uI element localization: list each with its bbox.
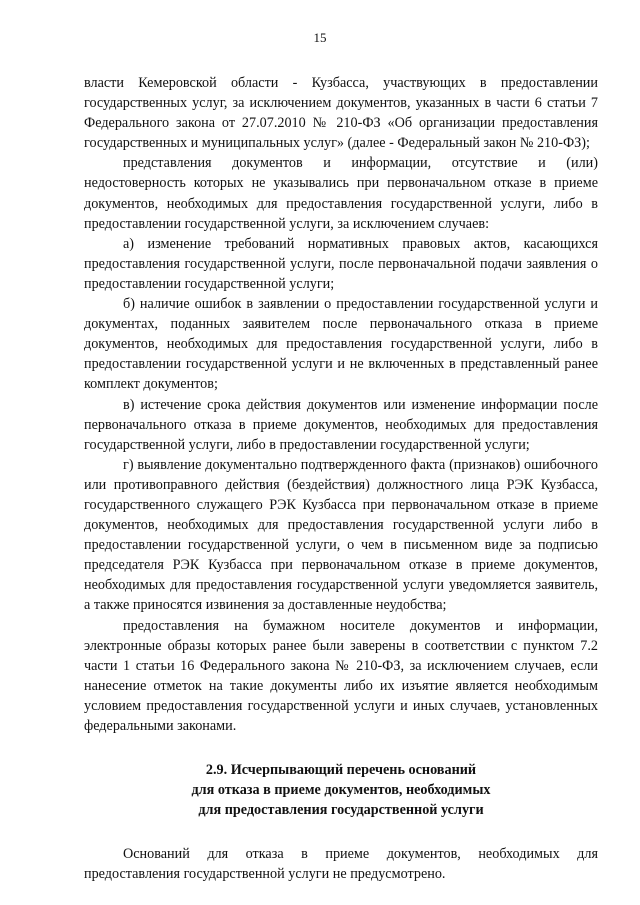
page-number: 15 bbox=[313, 30, 327, 45]
section-heading-line: для отказа в приеме документов, необходимых bbox=[191, 782, 491, 799]
paragraph: представления документов и информации, отсутствие и (или) недостоверность которых не указывались при первоначальном отказе в приеме документов, необходимых для предоставления государственной услуги, либо в предоставлении государственной услуги, за исключением случаев: bbox=[84, 155, 598, 232]
paragraph: власти Кемеровской области - Кузбасса, участвующих в предоставлении государственных услуг, за исключением документов, указанных в части 6 статьи 7 Федерального закона от 27.07.2010 № 210-ФЗ «Об организации предоставления государственных и муниципальных услуг» (далее - Федеральный закон № 210-ФЗ); bbox=[84, 75, 598, 152]
paragraph: Оснований для отказа в приеме документов, необходимых для предоставления государственной услуги не предусмотрено. bbox=[84, 846, 598, 883]
section-heading bbox=[84, 760, 598, 820]
paragraph: предоставления на бумажном носителе документов и информации, электронные образы которых ранее были заверены в соответствии с пунктом 7.2 части 1 статьи 16 Федерального закона № 210-ФЗ, за исключением случаев, если нанесение отметок на такие документы либо их изъятие является необходимым условием предоставления государственной услуги и иных случаев, установленных федеральными законами. bbox=[84, 617, 598, 734]
list-item-b: б) наличие ошибок в заявлении о предоставлении государственной услуги и документах, поданных заявителем после первоначального отказа в приеме документов, необходимых для предоставления государственной услуги, либо в предоставлении государственной услуги и не включенных в представленный ранее комплект документов; bbox=[84, 296, 598, 393]
list-item-v: в) истечение срока действия документов или изменение информации после первоначального отказа в приеме документов, необходимых для предоставления государственной услуги, либо в предоставлении государственной услуги; bbox=[84, 396, 598, 453]
section-heading-line: для предоставления государственной услуги bbox=[198, 802, 484, 819]
section-heading-line: 2.9. Исчерпывающий перечень оснований bbox=[205, 762, 477, 779]
document-body bbox=[84, 73, 598, 885]
list-item-g: г) выявление документально подтвержденного факта (признаков) ошибочного или противоправного действия (бездействия) должностного лица РЭК Кузбасса, государственного служащего РЭК Кузбасса при первоначальном отказе в приеме документов, необходимых для предоставления государственной услуги либо в предоставлении государственной услуги, о чем в письменном виде за подписью председателя РЭК Кузбасса при первоначальном отказе в приеме документов, необходимых для предоставления государственной услуги уведомляется заявитель, а также приносятся извинения за доставленные неудобства; bbox=[84, 456, 598, 614]
list-item-a: а) изменение требований нормативных правовых актов, касающихся предоставления государственной услуги, после первоначальной подачи заявления о предоставлении государственной услуги; bbox=[84, 235, 598, 292]
